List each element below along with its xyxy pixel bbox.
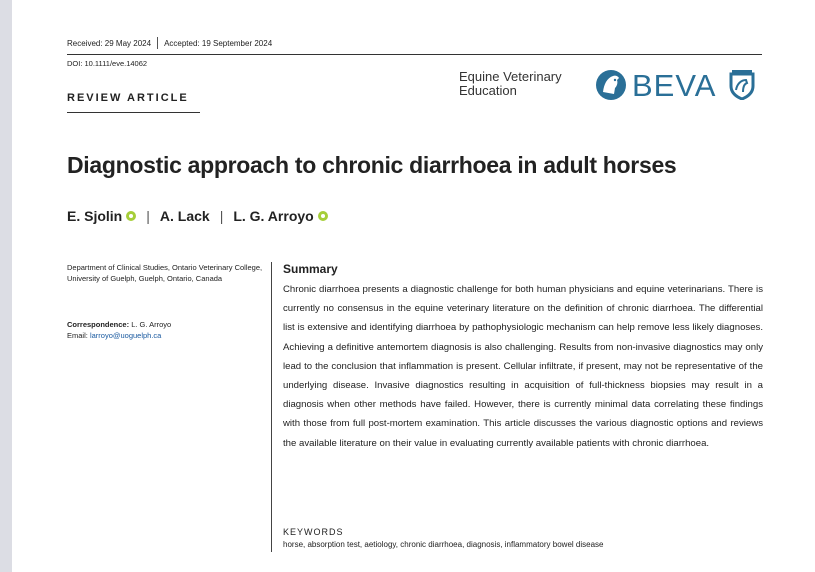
horse-head-logo-icon — [594, 68, 628, 102]
correspondence-label: Correspondence: — [67, 320, 130, 329]
article-page — [12, 0, 815, 572]
author-separator: | — [219, 208, 224, 224]
accepted-date: Accepted: 19 September 2024 — [164, 38, 273, 48]
email-link[interactable]: larroyo@uoguelph.ca — [89, 331, 162, 340]
author-separator: | — [146, 208, 150, 224]
author-name[interactable]: L. G. Arroyo — [233, 208, 314, 224]
journal-name-line1: Equine Veterinary — [459, 69, 562, 84]
date-divider — [157, 37, 158, 49]
affiliation: Department of Clinical Studies, Ontario Veterinary College, University of Guelph, Guelph, Ontario, Canada — [67, 263, 263, 283]
orcid-icon[interactable] — [126, 211, 136, 221]
received-date: Received: 29 May 2024 — [67, 38, 152, 48]
author-list — [67, 208, 328, 224]
orcid-icon[interactable] — [318, 211, 328, 221]
abstract-divider — [271, 262, 272, 552]
correspondence-name: L. G. Arroyo — [131, 320, 172, 329]
journal-branding — [459, 68, 759, 108]
article-title: Diagnostic approach to chronic diarrhoea in adult horses — [67, 152, 677, 178]
aaep-shield-icon — [729, 70, 755, 100]
section-label: REVIEW ARTICLE — [67, 92, 189, 104]
keywords-heading: KEYWORDS — [283, 527, 344, 537]
header-rule — [67, 54, 762, 55]
email-label: Email: — [67, 331, 88, 340]
article-dates — [67, 37, 272, 49]
author-name[interactable]: E. Sjolin — [67, 208, 123, 224]
correspondence — [67, 319, 267, 341]
keywords-list: horse, absorption test, aetiology, chronic diarrhoea, diagnosis, inflammatory bowel disease — [283, 540, 604, 549]
summary-heading: Summary — [283, 262, 338, 276]
journal-name — [459, 70, 562, 98]
journal-name-line2: Education — [459, 83, 517, 98]
beva-logo-text: BEVA — [632, 68, 717, 103]
author-name[interactable]: A. Lack — [159, 208, 210, 224]
doi: DOI: 10.1111/eve.14062 — [67, 59, 148, 68]
section-underline — [67, 112, 200, 113]
summary-text: Chronic diarrhoea presents a diagnostic challenge for both human physicians and equine veterinarians. There is currently no consensus in the equine veterinary literature on the definition of chronic diarrhoea. The differential list is extensive and identifying diarrhoea by pathophysiologic mechanism can help remove less likely diagnoses. Achieving a definitive antemortem diagnosis is also challenging. Results from non-invasive diagnostics may only lead to the conclusion that inflammation is present. Cellular infiltrate, if present, may not be representative of the underlying disease. Invasive diagnostics resulting in acquisition of full-thickness biopsies may result in a diagnosis when other methods have failed. However, there is currently minimal data correlating these findings with those from full post-mortem examination. This article discusses the various diagnostic options and reviews the available literature on their value in evaluating currently available patients with chronic diarrhoea. — [283, 284, 763, 449]
